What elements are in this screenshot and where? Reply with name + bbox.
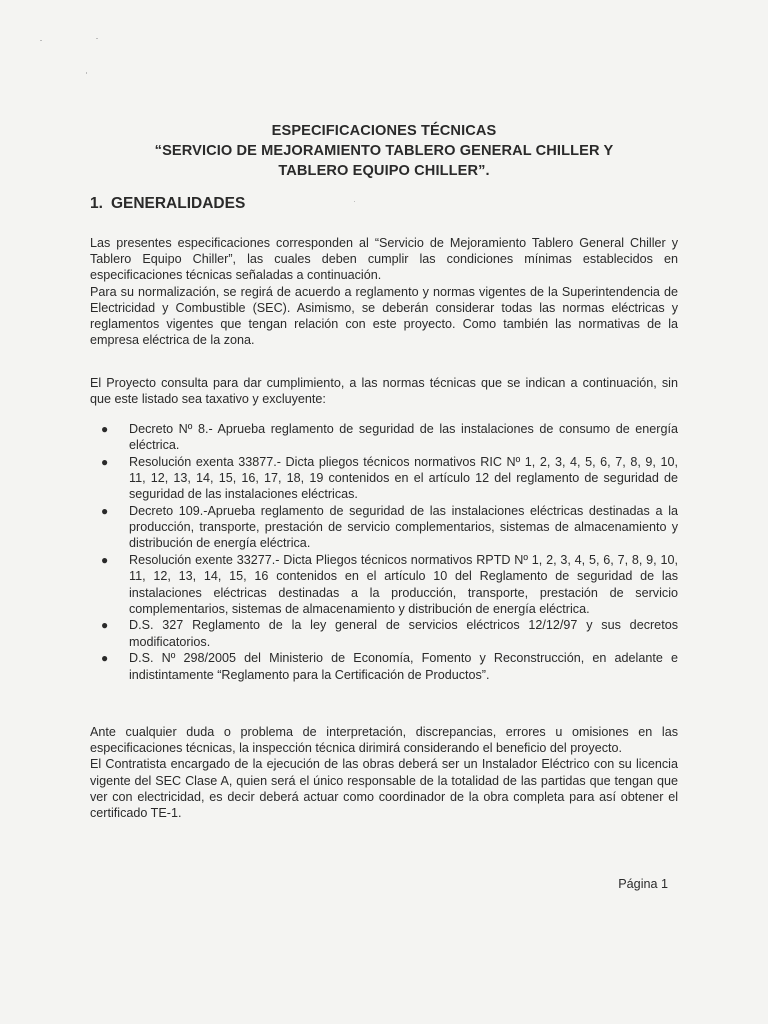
list-item [101, 617, 678, 649]
list-item [101, 503, 678, 552]
title-line: “SERVICIO DE MEJORAMIENTO TABLERO GENERAL CHILLER Y [154, 143, 614, 159]
list-item-text: Resolución exente 33277.- Dicta Pliegos técnicos normativos RPTD Nº 1, 2, 3, 4, 5, 6, 7, 8, 9, 10, 11, 12, 13, 14, 15, 16 contenidos en el artículo 10 del Reglamento de seguridad de las instalaciones eléctricas destinadas a la producción, transporte, prestación de servicio complementarios, sistemas de almacenamiento y distribución de energía eléctrica. [129, 553, 678, 616]
intro-text [90, 235, 678, 348]
list-item [101, 454, 678, 503]
scan-speck [96, 38, 98, 39]
list-item-text: D.S. Nº 298/2005 del Ministerio de Economía, Fomento y Reconstrucción, en adelante e indistintamente “Reglamento para la Certificación de Productos”. [129, 651, 678, 682]
list-item-text: Decreto Nº 8.- Aprueba reglamento de seguridad de las instalaciones de consumo de energía eléctrica. [129, 422, 678, 453]
title-line: TABLERO EQUIPO CHILLER”. [278, 163, 490, 179]
paragraph: Para su normalización, se regirá de acuerdo a reglamento y normas vigentes de la Superintendencia de Electricidad y Combustible (SEC). Asimismo, se deberán considerar todas las normas eléctricas y reglamentos vigentes que tengan relación con este proyecto. Como también las normativas de la empresa eléctrica de la zona. [90, 284, 678, 348]
list-item-text: D.S. 327 Reglamento de la ley general de servicios eléctricos 12/12/97 y sus decretos modificatorios. [129, 618, 678, 649]
title-line: ESPECIFICACIONES TÉCNICAS [271, 123, 497, 139]
document-title [90, 121, 678, 181]
section-heading [90, 194, 245, 214]
page-number: Página 1 [618, 877, 668, 891]
bullet-icon: ● [101, 651, 109, 666]
paragraph: El Contratista encargado de la ejecución de las obras deberá ser un Instalador Eléctrico con su licencia vigente del SEC Clase A, quien será el único responsable de la totalidad de las partidas que tengan que ver con electricidad, es decir deberá actuar como coordinador de la obra completa para así obtener el certificado TE-1. [90, 757, 678, 821]
section-number: 1. [90, 195, 103, 212]
section-title: GENERALIDADES [110, 195, 246, 212]
lead-text [90, 375, 678, 407]
list-item-text: Resolución exenta 33877.- Dicta pliegos técnicos normativos RIC Nº 1, 2, 3, 4, 5, 6, 7, 8, 9, 10, 11, 12, 13, 14, 15, 16, 17, 18, 19 contenidos en el artículo 12 del reglamento de seguridad de seguridad de las instalaciones eléctricas. [129, 454, 678, 502]
list-item [101, 421, 678, 453]
bullet-icon: ● [101, 553, 109, 568]
scan-speck [86, 72, 87, 74]
bullet-icon: ● [101, 504, 109, 519]
bullet-icon: ● [101, 454, 109, 469]
list-item [101, 650, 678, 682]
scan-speck [40, 40, 42, 41]
regulations-list [101, 421, 678, 683]
closing-text [90, 724, 678, 821]
paragraph: Ante cualquier duda o problema de interpretación, discrepancias, errores u omisiones en las especificaciones técnicas, la inspección técnica dirimirá considerando el beneficio del proyecto. [90, 725, 678, 756]
scan-speck [354, 201, 355, 202]
paragraph: El Proyecto consulta para dar cumplimiento, a las normas técnicas que se indican a continuación, sin que este listado sea taxativo y excluyente: [90, 376, 678, 407]
bullet-icon: ● [101, 422, 109, 436]
bullet-icon: ● [101, 618, 109, 633]
list-item [101, 552, 678, 617]
paragraph: Las presentes especificaciones corresponden al “Servicio de Mejoramiento Tablero General Chiller y Tablero Equipo Chiller”, las cuales deben cumplir las condiciones mínimas establecidos en especificaciones técnicas señaladas a continuación. [90, 236, 678, 283]
list-item-text: Decreto 109.-Aprueba reglamento de seguridad de las instalaciones eléctricas destinadas a la producción, transporte, prestación de servicio complementarios, sistemas de almacenamiento y distribución de energía eléctrica. [129, 504, 678, 551]
